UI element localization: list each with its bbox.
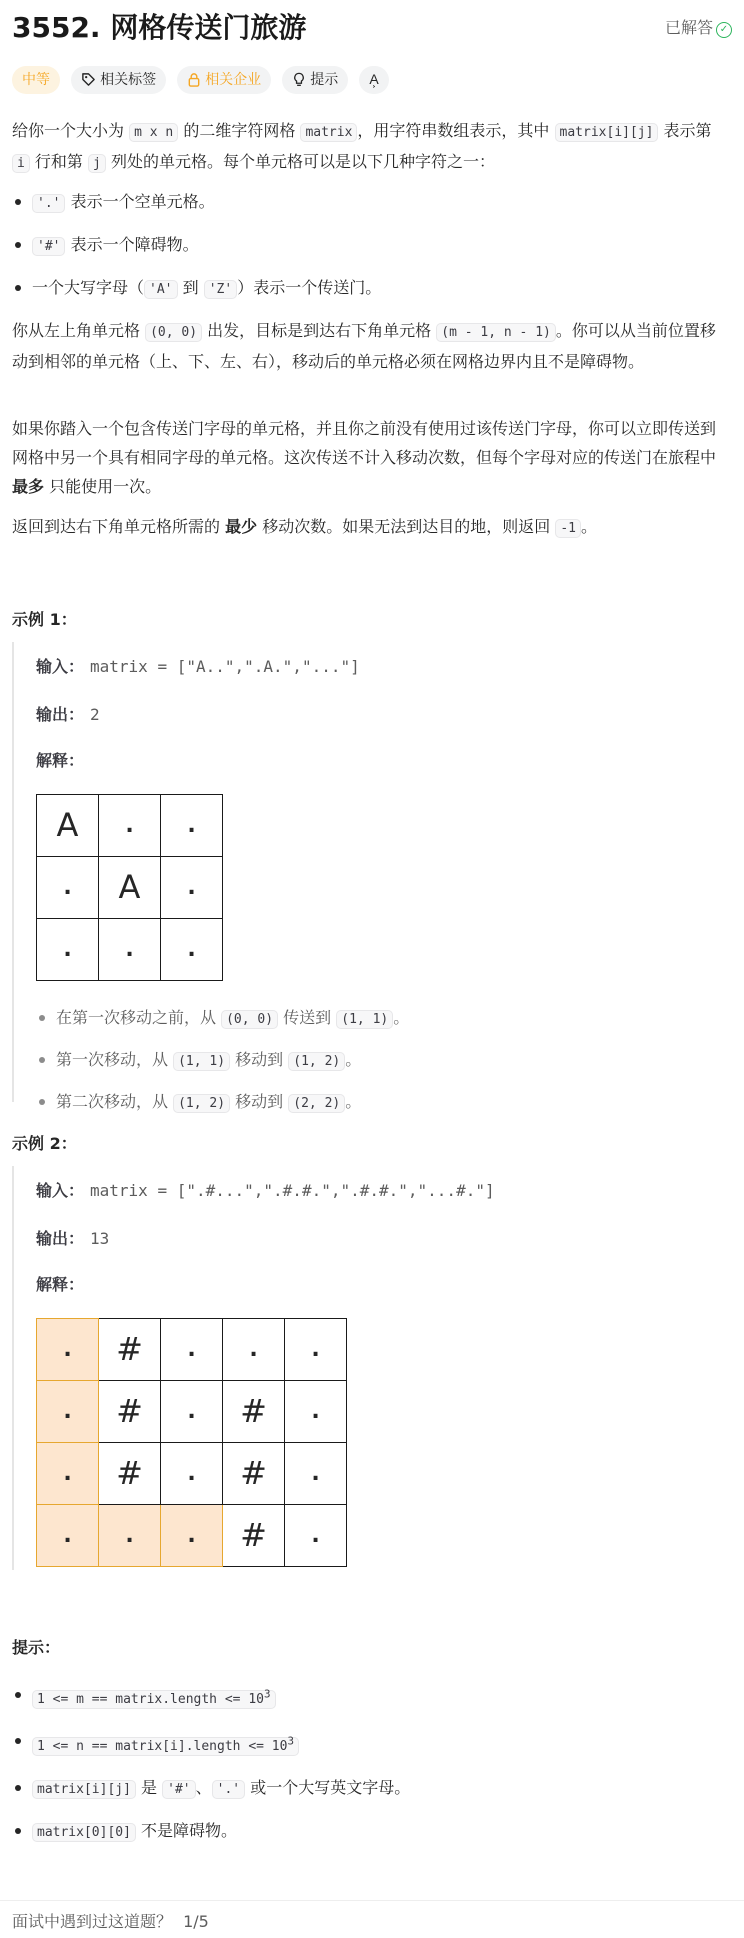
bold-text: 最多 xyxy=(12,477,45,496)
grid-cell: . xyxy=(161,1319,223,1381)
grid-cell: . xyxy=(161,919,223,981)
text: 第二次移动，从 xyxy=(56,1092,169,1111)
text: 一个大写字母（ xyxy=(32,278,145,297)
inline-code: '#' xyxy=(162,1780,195,1799)
text: 你从左上角单元格 xyxy=(12,321,141,340)
inline-code: i xyxy=(12,154,30,173)
text: 1 <= m == matrix.length <= 10 xyxy=(37,1692,264,1708)
bold-text: 最少 xyxy=(225,517,258,536)
example-2-title: 示例 2： xyxy=(12,1134,77,1153)
difficulty-badge: 中等 xyxy=(12,66,60,94)
text: 。 xyxy=(345,1050,362,1069)
problem-title[interactable]: 3552. 网格传送门旅游 xyxy=(12,11,307,44)
example-1-output xyxy=(36,703,100,727)
text: 只能使用一次。 xyxy=(49,477,162,496)
grid-cell: . xyxy=(37,857,99,919)
inline-code: (1, 2) xyxy=(288,1052,345,1071)
step-item xyxy=(36,1088,716,1118)
interview-footer[interactable] xyxy=(12,1908,209,1935)
inline-code: 'A' xyxy=(144,280,177,299)
grid-cell: . xyxy=(161,857,223,919)
constraints-list xyxy=(12,1680,722,1859)
grid-row xyxy=(37,919,223,981)
grid-cell: . xyxy=(99,919,161,981)
translate-button[interactable]: A͕ xyxy=(359,66,388,94)
hint-label: 提示 xyxy=(310,72,339,88)
example-1-input xyxy=(36,655,360,679)
text: ，用字符串数组表示，其中 xyxy=(357,121,550,140)
input-label: 输入： xyxy=(36,657,85,676)
list-item xyxy=(12,1773,722,1804)
text: 如果你踏入一个包含传送门字母的单元格，并且你之前没有使用过该传送门字母，你可以立即传送到网格中另一个具有相同字母的单元格。这次传送不计入移动次数，但每个字母对应的传送门在旅程中 xyxy=(12,419,717,467)
companies-tag-label: 相关企业 xyxy=(205,72,262,88)
grid-cell: # xyxy=(99,1443,161,1505)
superscript: 3 xyxy=(287,1734,294,1748)
grid-cell: . xyxy=(37,1443,99,1505)
inline-code: '.' xyxy=(212,1780,245,1799)
grid-cell: . xyxy=(37,919,99,981)
text: 到 xyxy=(182,278,199,297)
text: 返回到达右下角单元格所需的 xyxy=(12,517,221,536)
grid-row xyxy=(37,1505,347,1567)
grid-cell: . xyxy=(285,1319,347,1381)
output-value: 13 xyxy=(90,1229,110,1248)
footer-count: 1/5 xyxy=(183,1912,209,1931)
inline-code: j xyxy=(88,154,106,173)
superscript: 3 xyxy=(263,1688,271,1701)
text: 移动次数。如果无法到达目的地，则返回 xyxy=(262,517,551,536)
example-1-steps xyxy=(36,1004,716,1130)
input-label: 输入： xyxy=(36,1181,85,1200)
text: 。 xyxy=(345,1092,362,1111)
text: 出发，目标是到达右下角单元格 xyxy=(207,321,432,340)
grid-cell: . xyxy=(37,1381,99,1443)
text: 表示一个障碍物。 xyxy=(70,235,199,254)
hint-button[interactable] xyxy=(282,66,348,94)
inline-code xyxy=(32,1690,276,1709)
description-paragraph-3 xyxy=(12,414,722,501)
lock-icon xyxy=(187,72,201,87)
grid-cell: . xyxy=(285,1443,347,1505)
grid-cell: . xyxy=(161,1443,223,1505)
footer-text: 面试中遇到过这道题？ xyxy=(12,1912,173,1931)
grid-cell: . xyxy=(161,795,223,857)
inline-code: (1, 1) xyxy=(173,1052,230,1071)
list-item xyxy=(12,230,722,261)
inline-code: '.' xyxy=(32,194,65,213)
list-item xyxy=(12,1726,722,1760)
description-paragraph-2 xyxy=(12,316,722,376)
cell-types-list xyxy=(12,187,722,316)
grid-cell: A xyxy=(37,795,99,857)
text: 行和第 xyxy=(34,152,83,171)
inline-code: (m - 1, n - 1) xyxy=(436,323,556,342)
grid-row xyxy=(37,1319,347,1381)
grid-cell: . xyxy=(99,1505,161,1567)
lightbulb-icon xyxy=(292,72,306,87)
text: 。 xyxy=(580,517,597,536)
solved-status xyxy=(665,16,732,40)
text: 给你一个大小为 xyxy=(12,121,125,140)
inline-code: m x n xyxy=(129,123,178,142)
topics-tag-label: 相关标签 xyxy=(100,72,157,88)
list-item xyxy=(12,187,722,218)
input-value: matrix = ["A..",".A.","..."] xyxy=(90,657,360,676)
inline-code: matrix[i][j] xyxy=(555,123,659,142)
inline-code: (1, 1) xyxy=(336,1010,393,1029)
grid-cell: # xyxy=(99,1319,161,1381)
grid-cell: . xyxy=(285,1505,347,1567)
tag-bar xyxy=(12,66,395,94)
grid-cell: . xyxy=(285,1381,347,1443)
text: 是 xyxy=(141,1777,158,1797)
footer-divider xyxy=(0,1900,744,1901)
inline-code: (0, 0) xyxy=(145,323,202,342)
text: 1 <= n == matrix[i].length <= 10 xyxy=(37,1738,288,1754)
topics-tag-button[interactable] xyxy=(71,66,166,94)
list-item xyxy=(12,1680,722,1714)
text: 、 xyxy=(195,1777,212,1797)
text: 列处的单元格。每个单元格可以是以下几种字符之一： xyxy=(110,152,495,171)
grid-cell: . xyxy=(37,1319,99,1381)
grid-row xyxy=(37,795,223,857)
text: 不是障碍物。 xyxy=(141,1820,238,1840)
companies-tag-button[interactable] xyxy=(177,66,271,94)
example-2-output xyxy=(36,1227,109,1251)
grid-cell: . xyxy=(37,1505,99,1567)
solved-label: 已解答 xyxy=(664,18,713,37)
text: 。你可以从当前位置移动到相邻的单元格（上、下、左、右），移动后的单元格必须在网格边界内且不是障碍物。 xyxy=(12,321,716,371)
inline-code: 'Z' xyxy=(204,280,237,299)
inline-code: -1 xyxy=(555,519,581,538)
step-item xyxy=(36,1004,716,1034)
inline-code: (1, 2) xyxy=(173,1094,230,1113)
description-paragraph-1 xyxy=(12,116,722,178)
text: ）表示一个传送门。 xyxy=(237,278,382,297)
grid-cell: A xyxy=(99,857,161,919)
text: 表示一个空单元格。 xyxy=(70,192,215,211)
grid-row xyxy=(37,1443,347,1505)
title-row xyxy=(12,8,732,48)
example-2-input xyxy=(36,1179,495,1203)
tag-icon xyxy=(81,72,96,87)
example-2-explain xyxy=(36,1273,90,1297)
example-1-title: 示例 1： xyxy=(12,610,77,629)
example-2-grid xyxy=(36,1318,347,1567)
text: 在第一次移动之前，从 xyxy=(56,1008,217,1027)
text: 移动到 xyxy=(235,1050,284,1069)
grid-cell: . xyxy=(161,1381,223,1443)
inline-code: matrix[0][0] xyxy=(32,1823,136,1842)
grid-cell: # xyxy=(223,1381,285,1443)
grid-row xyxy=(37,857,223,919)
description-paragraph-4 xyxy=(12,512,722,543)
inline-code xyxy=(32,1734,299,1756)
inline-code: matrix[i][j] xyxy=(32,1780,136,1799)
inline-code: (2, 2) xyxy=(288,1094,345,1113)
text: 的二维字符网格 xyxy=(183,121,296,140)
explain-label: 解释： xyxy=(36,751,85,770)
output-label: 输出： xyxy=(36,1229,85,1248)
grid-cell: # xyxy=(223,1505,285,1567)
text: 或一个大写英文字母。 xyxy=(250,1777,411,1797)
grid-cell: . xyxy=(223,1319,285,1381)
inline-code: '#' xyxy=(32,237,65,256)
grid-row xyxy=(37,1381,347,1443)
example-2-block xyxy=(12,1166,734,1570)
output-value: 2 xyxy=(90,705,100,724)
example-1-explain xyxy=(36,749,90,773)
step-item xyxy=(36,1046,716,1076)
input-value: matrix = [".#...",".#.#.",".#.#.","...#."] xyxy=(90,1181,495,1200)
text: 移动到 xyxy=(235,1092,284,1111)
explain-label: 解释： xyxy=(36,1275,85,1294)
text: 传送到 xyxy=(283,1008,332,1027)
check-circle-icon: ✓ xyxy=(716,22,732,38)
grid-cell: . xyxy=(161,1505,223,1567)
text: 。 xyxy=(393,1008,410,1027)
output-label: 输出： xyxy=(36,705,85,724)
list-item xyxy=(12,273,722,304)
text: 第一次移动，从 xyxy=(56,1050,169,1069)
grid-cell: # xyxy=(99,1381,161,1443)
list-item xyxy=(12,1816,722,1847)
constraints-title: 提示： xyxy=(12,1638,61,1657)
example-1-block xyxy=(12,642,734,1111)
inline-code: matrix xyxy=(300,123,357,142)
inline-code: (0, 0) xyxy=(221,1010,278,1029)
grid-cell: # xyxy=(223,1443,285,1505)
example-1-grid xyxy=(36,794,223,981)
text: 表示第 xyxy=(663,121,712,140)
grid-cell: . xyxy=(99,795,161,857)
